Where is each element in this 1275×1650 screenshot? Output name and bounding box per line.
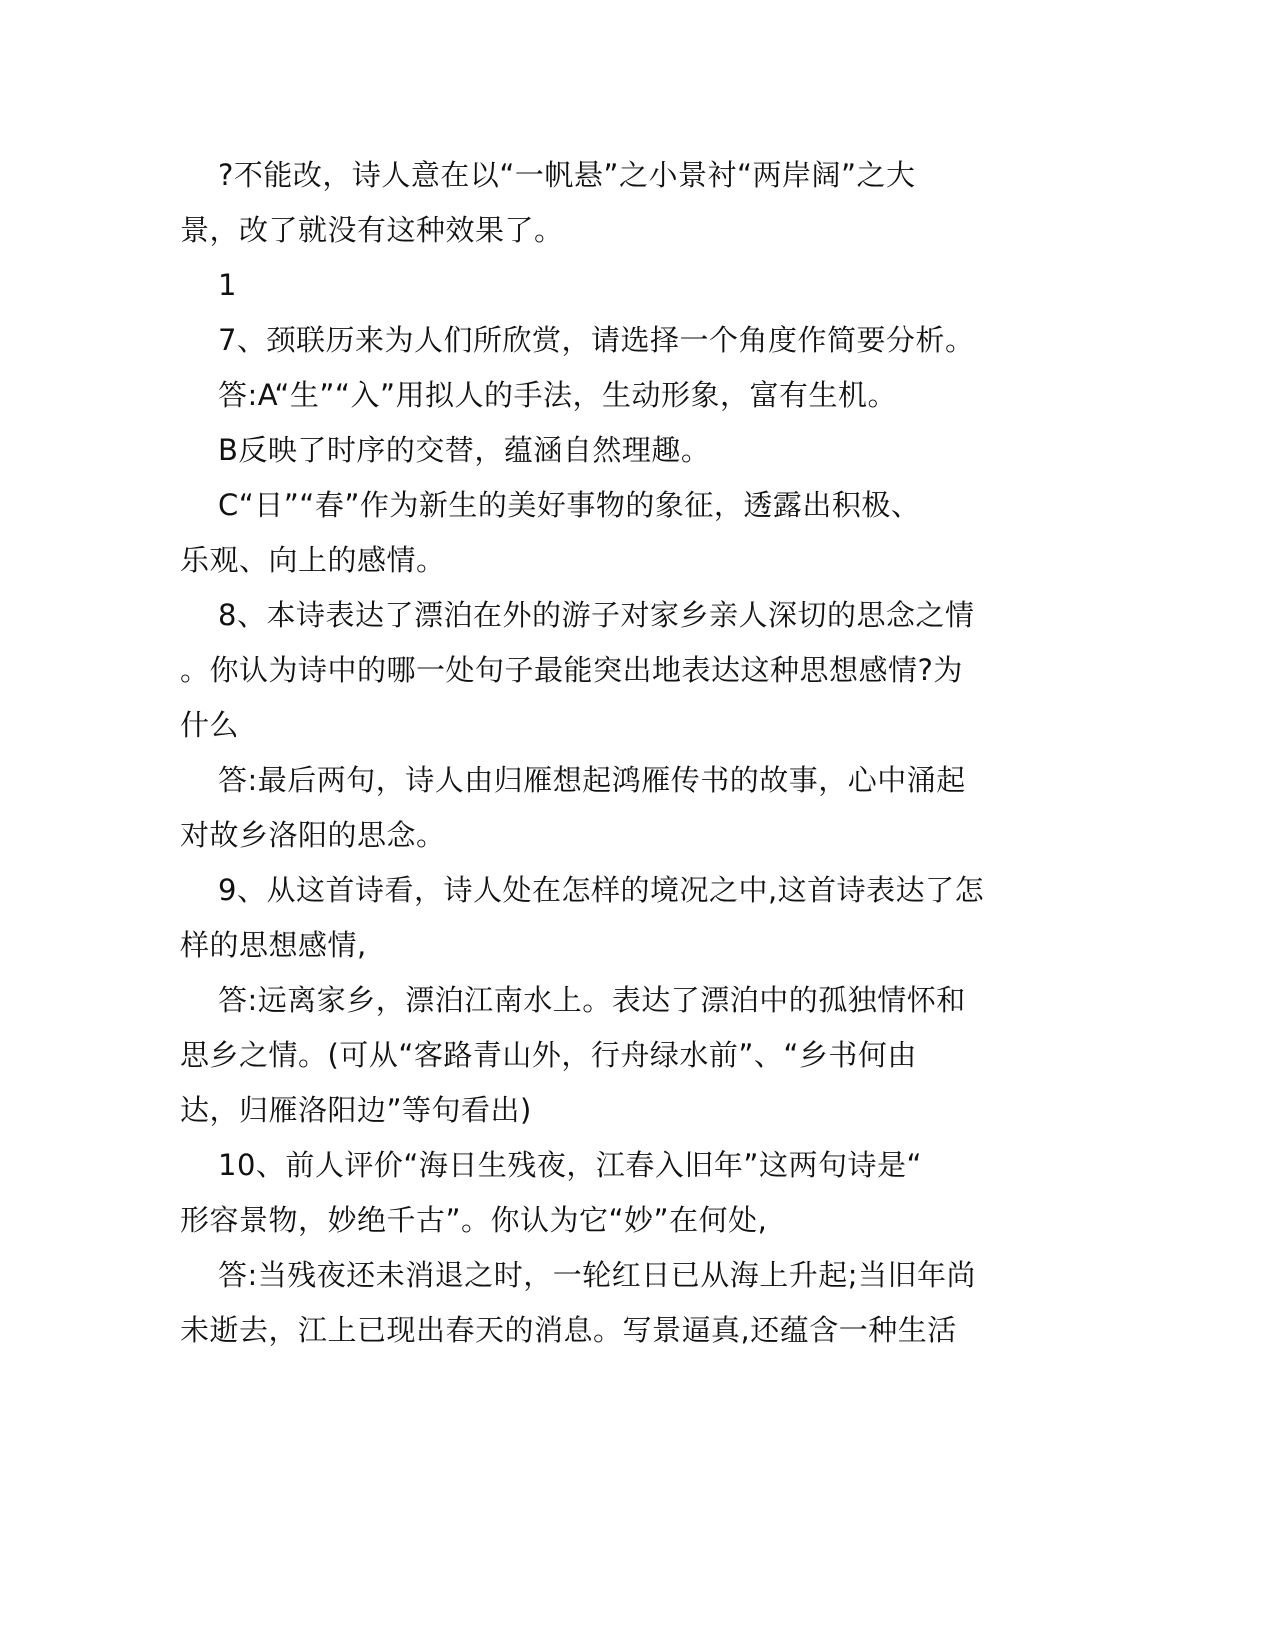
answer-9: 答:远离家乡，漂泊江南水上。表达了漂泊中的孤独情怀和	[218, 983, 966, 1017]
question-9: 9、从这首诗看，诗人处在怎样的境况之中,这首诗表达了怎	[218, 873, 985, 907]
answer-9-cont: 思乡之情。(可从“客路青山外，行舟绿水前”、“乡书何由	[180, 1038, 917, 1072]
answer-7-c: C“日”“春”作为新生的美好事物的象征，透露出积极、	[218, 488, 921, 522]
answer-7-c-cont: 乐观、向上的感情。	[180, 543, 446, 577]
question-7: 7、颈联历来为人们所欣赏，请选择一个角度作简要分析。	[218, 323, 975, 357]
answer-8: 答:最后两句，诗人由归雁想起鸿雁传书的故事，心中涌起	[218, 763, 966, 797]
question-10-cont: 形容景物，妙绝千古”。你认为它“妙”在何处,	[180, 1203, 768, 1237]
document-body	[180, 148, 1060, 1358]
answer-10: 答:当残夜还未消退之时，一轮红日已从海上升起;当旧年尚	[218, 1258, 977, 1292]
page-number-line: 1	[218, 268, 237, 302]
answer-9-cont: 达，归雁洛阳边”等句看出)	[180, 1093, 532, 1127]
answer-8-cont: 对故乡洛阳的思念。	[180, 818, 446, 852]
question-8-cont: 。你认为诗中的哪一处句子最能突出地表达这种思想感情?为	[180, 653, 963, 687]
question-10: 10、前人评价“海日生残夜，江春入旧年”这两句诗是“	[218, 1148, 922, 1182]
text-line: 景，改了就没有这种效果了。	[180, 213, 564, 247]
question-8-cont: 什么	[180, 708, 240, 742]
answer-7-a: 答:A“生”“入”用拟人的手法，生动形象，富有生机。	[218, 378, 897, 412]
answer-10-cont: 未逝去，江上已现出春天的消息。写景逼真,还蕴含一种生活	[180, 1313, 957, 1347]
answer-7-b: B反映了时序的交替，蕴涵自然理趣。	[218, 433, 711, 467]
question-8: 8、本诗表达了漂泊在外的游子对家乡亲人深切的思念之情	[218, 598, 975, 632]
question-9-cont: 样的思想感情,	[180, 928, 367, 962]
text-line: ?不能改，诗人意在以“一帆悬”之小景衬“两岸阔”之大	[218, 158, 916, 192]
